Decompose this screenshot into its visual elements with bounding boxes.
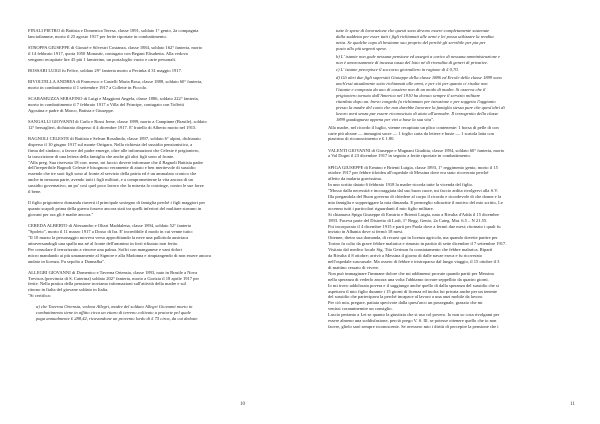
left-text-column — [28, 28, 273, 324]
entry-stroppa: STROPPA GIUSEPPE di Giosuè e Silvestri Costanza, classe 1884, soldato 162° fanteria, morto il 14 febbraio 1917, quota 1050 Monastir, coniugato con Begani Elisabetta. Alla vedova vengono recapitate lire 45 più 1 lamierino, un portafoglio vuoto e carte personali. — [28, 45, 203, 62]
entry-sangalli: SANGALLI GIOVANNI di Carlo e Rossi Irene, classe 1899, morto a Campinne (Brasile), soldato 12° bersaglieri, dichiarato disperso il 4 dicembre 1917. E' fratello di Alberto morto nel 1915. — [28, 118, 207, 130]
entry-spiga: SPIGA GIUSEPPE di Ermino e Brienti Luigia, classe 1893, 1° reggimento genio, morto il 15 ottobre 1917 per febbre tifoidea all'ospedale di Messina dove era stato ricoverato perché affetto da malaria gravissima. In uno scritto datato 6 febbraio 1918 la madre ricorda tutte la vicenda del figlio. "Mosso dalla necessità e incoraggiata dal suo buon cuore, mi faccio ardita rivolgervi alla S.V. Illa pregandola del Buon governo di chiedere al corpo il ricordo e ricordevole di che donne e la mia famiglia e sopperiggare la mia dimanda. E permeglio sdicuritte il motivo del mio scritto, Le accenno tutti i particolari riguardanti il mio figlio militare. Si chiamava Spiga Giuseppe di Ermirio e Brienti Luigia, nato a Rivalta d'Adda il 15 dicembre 1893. Faceva parte del Distretto di Lodi, 1° Regg. Genio, 2a Categ. Mat. 6.5 – N 21.55. Poi incorporato il 4 dicembre 1915 e parti per Paola dove a fermò due mesi; ritornato i quali fu inviato in Albania dove si fermò 18 mesi. Ottenne, dietro sua domanda, di recarsi qui in licenza agricola, ma quando dovette partire per Torino fu colto da grave febbre malarica e rimasto in paritto di sette dicembre il 7 settembre 1917. Visitato dal medico locale Sig. Tito Gerinon fu constatamento che febbre malarica. Ripartì da Rivalta il 8 ottobre; arrivò a Messina il giorno di dalle navae eseca e fu ricoverato nell'ospedale suscursale. Ma ossero di febbre e tristroparso dal lungo viaggio, il 15 ottobre il 3 di mattino cessato di vivere. Non può immaginare l'immane dolore che mi addimensi provate quando partii per Messina nella speranza di vederlo ancora una volta l'abbiamo trovare seppellito da quattro giorni. Io mi trovo addolorata povera e il saggiungo anche quello di dalla speranza del sussidio che si aspettava il mio figlio durante i 15 giorni di licenza ed inolra fui privata anche per un tenente del sussidio che partecipava la perché incapace al lavoro a una anzi mobile da lavoro. Per ciò mia, pregare, pattata specivote dalla quest'arco un possegnale, grazzio che mi venissi coranninemire un consiglio. Lascio pertanto a Lei se quanto la giustizia che si usa col povero. Io non so cosa rivolgami per essere almeno una soddisfazione, perciò prego V. S. Ill. se potesse ottenere quello che io non facere, glielo sarò sempre riconoscente. Se avessero mio i diritti di percepire la pensione che i — [328, 164, 507, 329]
page-number-right: 11 — [570, 402, 575, 407]
page-number-left: 10 — [240, 402, 245, 407]
right-text-column — [328, 28, 574, 335]
entry-rivoltella: RIVOLTELLA ANDREA di Francesco e Castelli Maria Rosa, classe 1888, soldato 60° fanteria, morto in combattimento il 1 settembre 1917 a Collette in Piccolo. — [28, 79, 203, 90]
entry-bagnoli: BAGNOLI CELESTE di Battista e Selvan Rosalinda, classe 1897, soldato 6° alpini, dichiarato disperso il 10 giugno 1917 sul monte Ortigara. Nella richiesta del sussidio pensionistico, a firma del sindaco, a favore del padre emerge, oltre alle informazioni che Celeste è prigioniero, la trascrizione di una lettera della famiglia che anche gli altri figli sono al fronte. "Alla preg. Sua riservata 18 corr. mese, mi faccio dovere informare che il Bagnoli Battista padre dell'irreperibile Bagnoli Celeste è bisognoso veramente di aiuto e ben meritevole di sussidio essendo che tre suoi figli sono al fronte al servizio della patria ed è un ammalato cronico che anche in nessuna parte, avendo tutti i figli militari, e a comprometterne la vita ancora di un sussidio governativo, un po' così quel poco lavoro che la miseria lo costringe, contro le sue forze il bene. — [28, 135, 204, 195]
entry-cereda: CEREDA ALBERTO di Alessandro e Oliari Maddalena, classe 1894, soldato 52° fanteria "Spoleto", morto il 11 marzo 1917 a Dosso di Ira. E' incredibile il modo in cui venne tutto: "Il 10 marzo la personaggio moveva verso approfittando la neve una pallottola austriaca attraversandogli una spalla ma né al fronte dell'ammino in forti rifiutato non ferito. Per consolare il terrorizzato a vincere una palma. Soffri con manganese e vani dolori micro mandando ai più umanamente al Signore e alla Madonna e rimpiangendo di non essere ancora andato in licenza. Fu sepolto a Donnalba". — [28, 223, 211, 264]
allegri-item-b: b) L' istante non gode nessuna pensione ed assegni a carico di nessuna amministrazione e non è amorosamente di incassa tassa del lotto né di rivendita di generi di privative. — [336, 53, 501, 65]
entry-scaramuzza: SCARAMUZZA SERAFINO di Luigi e Maggioni Angela, classe 1886, soldato 222° fanteria, morto in combattimento il 7 febbraio 1917 a Villa del Principe, coniugato con Toffetti Agostina e padre di Marco, Batista e Giuseppe. — [28, 96, 199, 113]
allegri-item-d: d) Gli altri due figli superstiti Giuseppe della classe 1886 ed Ercole della classe 1899 sono anch'essi attualmente sotto richiamati alle armi, e per ciò per quanto ci risulta non l'istante e composta da uno di cassiera non di un modo di madre. Si osserva che il prigioniero tornato dall'America nel 1910 ha dovuto sempre il servizio militare ritardato dopo un. brevo congedo fu richiamato per istruzione e per soggetto l'aggiunto presso la madre del conto che non darebbe lavorare la famiglia stessa pure che quest'altri di lavoro avrà senza pur essere riconosciuto di aiuto all'annodre. Il terzogenito della classe 1899 guadagnava appena per vivi a base la sua vita". — [336, 75, 505, 122]
entry-bossari: BOSSARI LUIGI fu Felice, soldato 29° fanteria morto a Pecinka il 31 maggio 1917. — [28, 67, 182, 73]
entry-valenti: VALENTI GIOVANNI di Giuseppe e Magnani Giuditta, classe 1894, soldato 60° fanteria, morto a Val Dogni il 23 dicembre 1917 in seguito a ferite riportate in combattimento. — [328, 147, 505, 159]
allegri-item-a-continued: tutte le spese di lavorazione che questi sono devono essere completamente sostenute dalla suddetta per esser tutti i figli richiamati alle armi e lei possa utilizzare la rendita netta. Se qualche capo di bestiame suo proprio del perchè gli servibile per pia per posto allo più urgenti spese. — [336, 28, 494, 51]
right-page — [300, 0, 600, 424]
entry-bagnoli-continued: Il figlio prigioniero domanda riaverti il principale sostegno di famiglia perchè i figli maggiori per quanto scapoli prima della guerra fossero ancora stati tra quelli inferiori del mulitare stavano in giovani per ora gli è madre ancora." — [28, 200, 206, 217]
entry-finali: FINALI PIETRO di Battista e Domenica Teresa, classe 1891, soldato 1° genio, 2a compagnia lanciafiamme, morto il 25 agosto 1917 per ferite riportate in combattimento. — [28, 28, 199, 39]
entry-allegri: ALLEGRI GIOVANNI di Domenico e Taverna Ortensia, classe 1893, nato in Brasile a Nova Trevisos (provincia di S. Caterina) soldato 202° fanteria, morto a Gorizia il 18 aprile 1917 per ferite. Nella pratica della pensione troviamo informazioni sull'attività della madre e sul ritorno in Italia del giovane soldato in Italia. "Si certifica: — [28, 269, 199, 299]
allegri-item-c: c) L' istante percepisce il soccorso giornaliero in ragione di £ 0,70. — [336, 67, 459, 73]
allegri-plico: Alla madre, nel ricordo il luglio, vienne recapitato un plico contenente: 1 borsa di pelle di con carte più alcune — immagini sacre — 1 foglio carta da lettere e buste — 1 scatola latta con piastrino di riconoscimento e £ 1.80. — [328, 124, 499, 142]
allegri-item-a: a) che Taverna Ortensia, vedova Allegri, madre del soldato Allegri Giovanni morto in combattimento tiene in affitto circa un ettaro di terreno coltivato a pratorte pel quale paga annualmente £ 288,42, ricavandone un provento lordo di £ 75 circa, da cui dedotte — [36, 304, 198, 322]
